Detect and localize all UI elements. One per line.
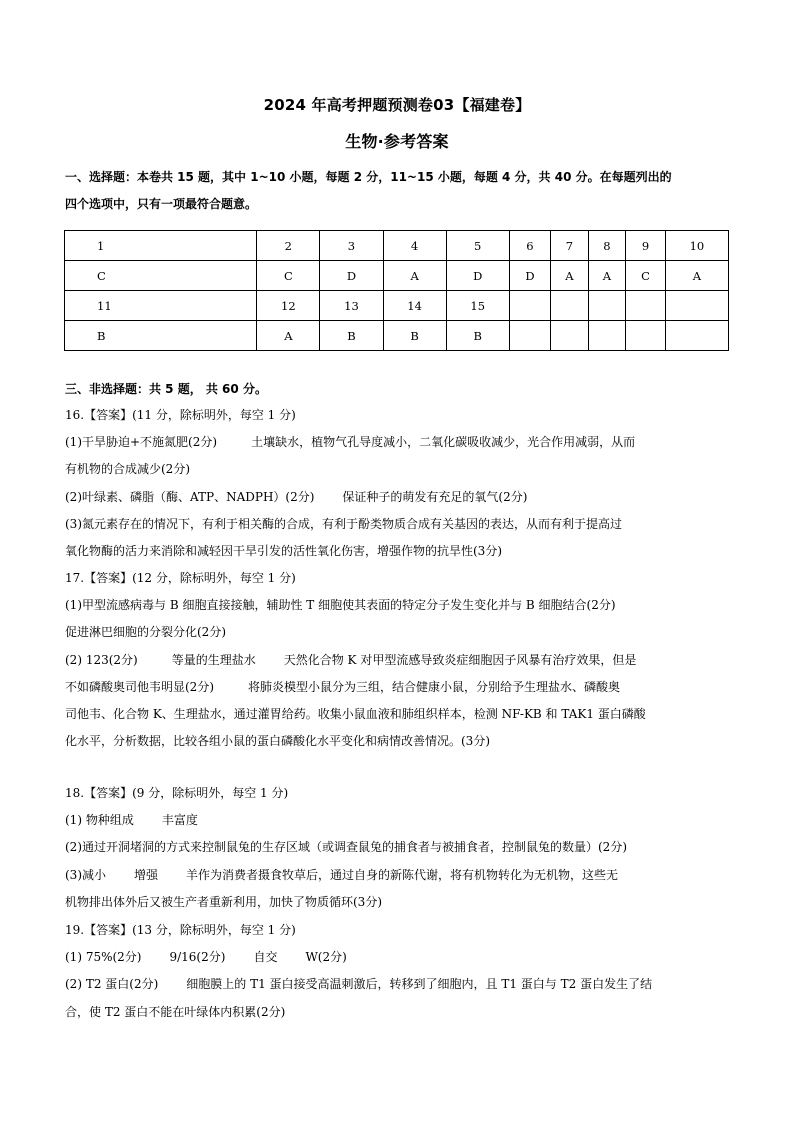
- section3-header: 三、非选择题：共 5 题， 共 60 分。: [65, 382, 267, 396]
- table-cell: 2: [257, 231, 320, 261]
- table-cell: [588, 321, 626, 351]
- answer-text: 化水平，分析数据，比较各组小鼠的蛋白磷酸化水平变化和病情改善情况。(3分): [65, 734, 491, 749]
- answer-text: (1) 75%(2分): [65, 950, 142, 965]
- q18-block: [65, 780, 730, 916]
- answer-text: 等量的生理盐水: [171, 652, 256, 667]
- page-title: 2024 年高考押题预测卷03【福建卷】: [263, 96, 531, 114]
- answer-text: 保证种子的萌发有充足的氧气(2分): [342, 489, 528, 504]
- table-cell: A: [665, 261, 728, 291]
- table-cell: [665, 291, 728, 321]
- table-cell: D: [509, 261, 550, 291]
- table-row-numbers-1: [65, 231, 729, 261]
- answer-text: 合，使 T2 蛋白不能在叶绿体内积累(2分): [65, 1004, 286, 1019]
- table-cell: 14: [383, 291, 446, 321]
- q17-block: [65, 565, 730, 755]
- section1-line1: 一、选择题：本卷共 15 题，其中 1~10 小题，每题 2 分，11~15 小题，每题 4 分，共 40 分。在每题列出的: [65, 170, 672, 184]
- table-cell: [551, 321, 589, 351]
- table-cell: [509, 321, 550, 351]
- answer-text: 土壤缺水，植物气孔导度减小，二氧化碳吸收减少，光合作用减弱，从而: [251, 435, 636, 450]
- table-cell: 7: [551, 231, 589, 261]
- table-cell: [588, 291, 626, 321]
- answer-text: 机物排出体外后又被生产者重新利用，加快了物质循环(3分): [65, 894, 383, 909]
- table-cell: B: [320, 321, 383, 351]
- answer-text: 自交: [253, 950, 278, 965]
- table-cell: B: [446, 321, 509, 351]
- answer-text: W(2分): [305, 950, 347, 965]
- table-cell: A: [383, 261, 446, 291]
- table-cell: C: [257, 261, 320, 291]
- answer-text: 司他韦、化合物 K、生理盐水，通过灌胃给药。收集小鼠血液和肺组织样本，检测 NF-KB 和 TAK1 蛋白磷酸: [65, 707, 646, 722]
- q19-heading: 19.【答案】(13 分，除标明外，每空 1 分): [65, 923, 296, 937]
- table-cell: B: [65, 321, 257, 351]
- table-cell: 15: [446, 291, 509, 321]
- table-cell: 9: [626, 231, 666, 261]
- answer-text: 天然化合物 K 对甲型流感导致炎症细胞因子风暴有治疗效果，但是: [283, 652, 637, 667]
- answer-text: (3)氮元素存在的情况下，有利于相关酶的合成，有利于酚类物质合成有关基因的表达，从而有利于提高过: [65, 516, 623, 531]
- table-cell: A: [588, 261, 626, 291]
- table-cell: C: [65, 261, 257, 291]
- q19-block: [65, 917, 730, 1026]
- table-cell: [626, 321, 666, 351]
- answer-text: 羊作为消费者摄食牧草后，通过自身的新陈代谢，将有机物转化为无机物，这些无: [186, 867, 619, 882]
- q18-heading: 18.【答案】(9 分，除标明外，每空 1 分): [65, 786, 289, 800]
- q18-answer-3: [65, 862, 730, 889]
- q19-answer-2: [65, 971, 730, 998]
- answer-text: 促进淋巴细胞的分裂分化(2分): [65, 625, 226, 640]
- answer-table: [64, 230, 729, 351]
- q17-answer-2: [65, 647, 730, 674]
- table-cell: [665, 321, 728, 351]
- answer-text: (1)甲型流感病毒与 B 细胞直接接触，辅助性 T 细胞使其表面的特定分子发生变化并与 B 细胞结合(2分): [65, 598, 616, 613]
- table-cell: 6: [509, 231, 550, 261]
- table-cell: [509, 291, 550, 321]
- answer-text: 增强: [134, 867, 159, 882]
- q16-block: [65, 402, 730, 565]
- table-cell: 4: [383, 231, 446, 261]
- table-cell: C: [626, 261, 666, 291]
- table-cell: 3: [320, 231, 383, 261]
- table-cell: 11: [65, 291, 257, 321]
- q18-answer-1: [65, 807, 730, 834]
- q17-answer-2-cont: [65, 674, 730, 701]
- table-cell: A: [551, 261, 589, 291]
- table-cell: [626, 291, 666, 321]
- table-cell: D: [446, 261, 509, 291]
- answer-text: 不如磷酸奥司他韦明显(2分): [65, 679, 214, 694]
- section1-instructions: [65, 164, 730, 218]
- table-cell: 13: [320, 291, 383, 321]
- table-cell: 12: [257, 291, 320, 321]
- q17-heading: 17.【答案】(12 分，除标明外，每空 1 分): [65, 571, 296, 585]
- answer-text: 氧化物酶的活力来消除和减轻因干旱引发的活性氧化伤害，增强作物的抗旱性(3分): [65, 544, 503, 559]
- q19-answer-1: [65, 944, 730, 971]
- table-row-numbers-2: [65, 291, 729, 321]
- q16-answer-1: [65, 429, 730, 456]
- table-cell: 1: [65, 231, 257, 261]
- answer-text: 有机物的合成减少(2分): [65, 462, 190, 477]
- table-cell: D: [320, 261, 383, 291]
- section1-line2: 四个选项中，只有一项最符合题意。: [65, 197, 258, 212]
- table-cell: [551, 291, 589, 321]
- answer-text: 将肺炎模型小鼠分为三组，结合健康小鼠，分别给予生理盐水、磷酸奥: [248, 679, 621, 694]
- answer-text: (2)叶绿素、磷脂（酶、ATP、NADPH）(2分): [65, 489, 315, 504]
- page-subtitle: 生物·参考答案: [345, 132, 449, 151]
- answer-text: 丰富度: [161, 813, 198, 828]
- table-cell: 5: [446, 231, 509, 261]
- q16-heading: 16.【答案】(11 分，除标明外，每空 1 分): [65, 408, 296, 422]
- table-row-answers-1: [65, 261, 729, 291]
- answer-text: 细胞膜上的 T1 蛋白接受高温刺激后，转移到了细胞内，且 T1 蛋白与 T2 蛋白发生了结: [186, 977, 653, 992]
- answer-text: (2) 123(2分): [65, 652, 138, 667]
- table-row-answers-2: [65, 321, 729, 351]
- answer-text: (3)减小: [65, 867, 106, 882]
- answer-text: (1) 物种组成: [65, 813, 134, 828]
- table-cell: 8: [588, 231, 626, 261]
- table-cell: 10: [665, 231, 728, 261]
- table-cell: B: [383, 321, 446, 351]
- answer-text: 9/16(2分): [169, 950, 226, 965]
- answer-text: (1)干旱胁迫+不施氮肥(2分): [65, 435, 218, 450]
- answer-text: (2) T2 蛋白(2分): [65, 977, 159, 992]
- answer-text: (2)通过开洞堵洞的方式来控制鼠兔的生存区域（或调查鼠兔的捕食者与被捕食者，控制鼠兔的数量）(2分): [65, 840, 628, 855]
- table-cell: A: [257, 321, 320, 351]
- q16-answer-2: [65, 484, 730, 511]
